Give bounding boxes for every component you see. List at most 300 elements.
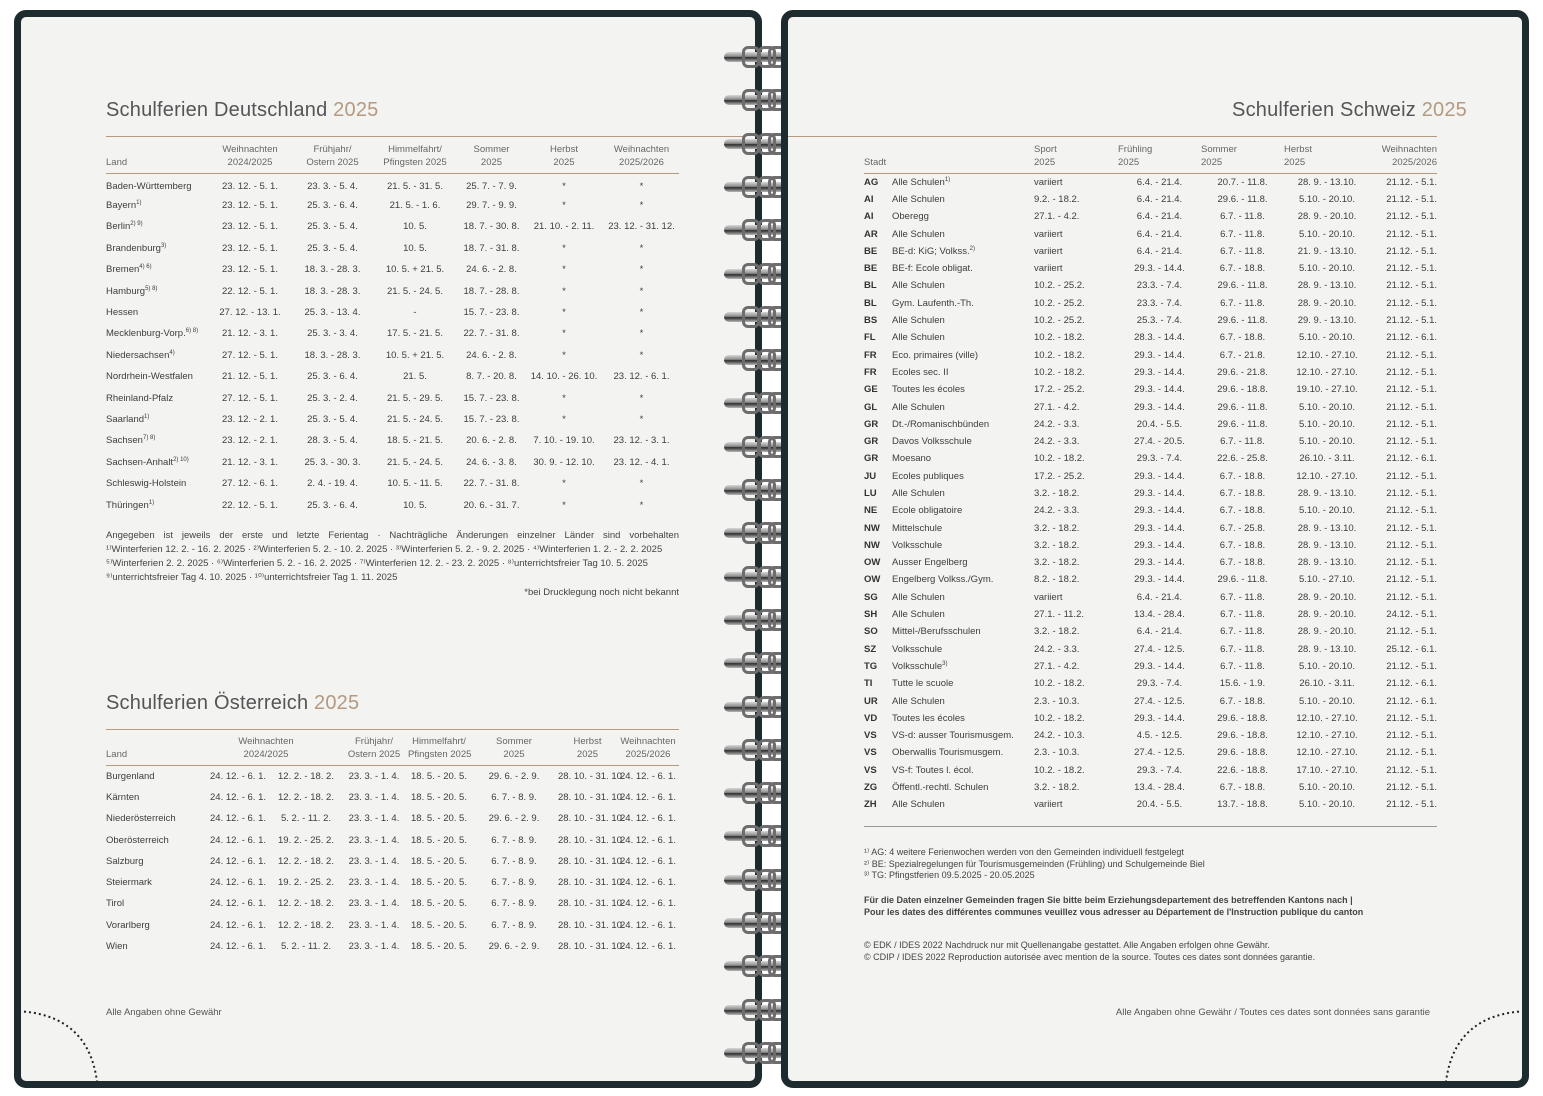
- switzerland-cell: 6.7. - 11.8.: [1220, 591, 1265, 603]
- austria-land: Wien: [106, 941, 128, 953]
- switzerland-col-header: Weihnachten 2025/2026: [1370, 143, 1437, 174]
- germany-notes: [106, 529, 679, 600]
- switzerland-canton-code: AI: [864, 193, 874, 205]
- switzerland-cell: 21.12. - 5.1.: [1386, 297, 1437, 309]
- germany-row: [106, 409, 679, 430]
- switzerland-canton-code: FR: [864, 366, 877, 378]
- germany-land-name: Nordrhein-Westfalen: [106, 371, 193, 383]
- switzerland-cell: 6.7. - 11.8.: [1220, 660, 1265, 672]
- switzerland-canton-code: SZ: [864, 643, 877, 655]
- switzerland-cell: 6.7. - 18.8.: [1219, 487, 1266, 499]
- switzerland-cell: 2.3. - 10.3.: [1034, 695, 1080, 707]
- germany-cell: 10. 5.: [403, 499, 427, 511]
- germany-row: [106, 280, 679, 301]
- switzerland-cell: 13.4. - 28.4.: [1134, 782, 1185, 794]
- switzerland-school-name: Alle Schulen: [892, 332, 945, 344]
- germany-cell: 27. 12. - 5. 1.: [222, 349, 278, 361]
- austria-cell: 24. 12. - 6. 1.: [210, 941, 266, 953]
- switzerland-canton-code: GR: [864, 436, 879, 448]
- austria-land: Salzburg: [106, 855, 144, 867]
- switzerland-cell: 3.2. - 18.2.: [1034, 626, 1080, 638]
- switzerland-canton-code: NE: [864, 505, 878, 517]
- switzerland-school: [892, 329, 1034, 346]
- switzerland-school-name: VS-d: ausser Tourismusgem.: [892, 730, 1014, 742]
- austria-cell: 18. 5. - 20. 5.: [411, 813, 467, 825]
- switzerland-title-year: 2025: [1421, 99, 1467, 121]
- switzerland-cell: 28. 9. - 20.10.: [1297, 626, 1357, 638]
- switzerland-cell: 20.7. - 11.8.: [1217, 176, 1268, 188]
- germany-cell: *: [639, 328, 644, 340]
- switzerland-school: [892, 208, 1034, 225]
- switzerland-cell: 3.2. - 18.2.: [1034, 539, 1080, 551]
- switzerland-cell: 27.1. - 11.2.: [1034, 609, 1084, 621]
- switzerland-cell: 29.3. - 7.4.: [1136, 453, 1183, 465]
- switzerland-cell: 28. 9. - 20.10.: [1297, 211, 1357, 223]
- switzerland-cell: 29.6. - 11.8.: [1217, 574, 1268, 586]
- switzerland-cell: 21.12. - 5.1.: [1386, 349, 1437, 361]
- switzerland-row: [864, 779, 1437, 796]
- switzerland-school: [892, 174, 1034, 191]
- switzerland-school-name: Davos Volksschule: [892, 436, 972, 448]
- germany-land-name: Saarland: [106, 413, 145, 425]
- switzerland-cell: 29.6. - 18.8.: [1217, 384, 1268, 396]
- switzerland-table-end-rule: [864, 826, 1437, 827]
- austria-col-header: Herbst 2025: [558, 735, 617, 766]
- switzerland-cell: 10.2. - 18.2.: [1034, 332, 1085, 344]
- germany-cell: 25. 3. - 13. 4.: [304, 307, 361, 319]
- switzerland-school-name: Volksschule: [892, 660, 943, 672]
- switzerland-cell: 6.7. - 11.8.: [1220, 626, 1265, 638]
- austria-col-header: Sommer 2025: [470, 735, 558, 766]
- germany-cell: 23. 12. - 5. 1.: [222, 200, 278, 212]
- switzerland-row: [864, 554, 1437, 571]
- switzerland-cell: 29.6. - 21.8.: [1217, 366, 1268, 378]
- switzerland-canton-code: VS: [864, 730, 877, 742]
- switzerland-row: [864, 174, 1437, 191]
- germany-cell: 21. 5. - 24. 5.: [387, 413, 443, 425]
- switzerland-cell: 13.4. - 28.4.: [1134, 609, 1185, 621]
- germany-cell: *: [562, 328, 566, 340]
- germany-cell: 23. 12. - 5. 1.: [222, 221, 278, 233]
- austria-cell: 23. 3. - 1. 4.: [348, 770, 400, 782]
- germany-land-name: Schleswig-Holstein: [106, 478, 187, 490]
- switzerland-cell: 4.5. - 12.5.: [1136, 730, 1183, 742]
- germany-header-row: [106, 143, 679, 174]
- germany-land: [106, 366, 206, 387]
- switzerland-canton-code: VS: [864, 747, 877, 759]
- switzerland-cell: 10.2. - 18.2.: [1034, 712, 1085, 724]
- germany-cell: *: [562, 392, 566, 404]
- austria-cell: 24. 12. - 6. 1.: [620, 770, 676, 782]
- switzerland-cell: 10.2. - 18.2.: [1034, 678, 1085, 690]
- switzerland-school-name: Mittelschule: [892, 522, 943, 534]
- switzerland-cell: 21.12. - 5.1.: [1386, 574, 1437, 586]
- germany-cell: 18. 7. - 28. 8.: [463, 285, 520, 297]
- germany-cell: 25. 3. - 6. 4.: [307, 371, 358, 383]
- germany-cell: 25. 3. - 6. 4.: [307, 200, 358, 212]
- right-page: [781, 10, 1529, 1088]
- switzerland-canton-code: TG: [864, 660, 878, 672]
- switzerland-footnote-1: ¹⁾ AG: 4 weitere Ferienwochen werden von den Gemeinden individuell festgelegt: [864, 847, 1184, 857]
- germany-cell: *: [639, 264, 644, 276]
- germany-land: [106, 195, 206, 216]
- switzerland-school: [892, 641, 1034, 658]
- switzerland-canton-code: BL: [864, 297, 877, 309]
- switzerland-cell: 21.12. - 5.1.: [1386, 263, 1437, 275]
- germany-land-footnote: 4) 6): [139, 264, 152, 271]
- switzerland-school: [892, 416, 1034, 433]
- germany-land: [106, 238, 206, 259]
- switzerland-cell: 21.12. - 5.1.: [1386, 401, 1437, 413]
- germany-land-name: Hamburg: [106, 285, 146, 297]
- switzerland-row: [864, 623, 1437, 640]
- switzerland-school: [892, 260, 1034, 277]
- switzerland-cell: 29.3. - 7.4.: [1136, 678, 1183, 690]
- switzerland-canton-code: FR: [864, 349, 877, 361]
- switzerland-cell: 24.2. - 3.3.: [1034, 643, 1080, 655]
- austria-col-header: Frühjahr/ Ostern 2025: [340, 735, 408, 766]
- germany-cell: 21. 5. - 24. 5.: [387, 285, 443, 297]
- switzerland-cell: 3.2. - 18.2.: [1034, 782, 1080, 794]
- switzerland-cell: 21.12. - 5.1.: [1386, 660, 1437, 672]
- austria-cell: 18. 5. - 20. 5.: [411, 791, 467, 803]
- switzerland-cell: 28. 9. - 13.10.: [1297, 539, 1357, 551]
- germany-land-footnote: 4): [169, 349, 175, 356]
- right-footer: Alle Angaben ohne Gewähr / Toutes ces dates sont données sans garantie: [1115, 1007, 1430, 1018]
- switzerland-school: [892, 381, 1034, 398]
- switzerland-school-name: Alle Schulen: [892, 609, 945, 621]
- germany-land-name: Baden-Württemberg: [106, 180, 192, 192]
- germany-cell: 23. 12. - 4. 1.: [613, 456, 670, 468]
- switzerland-title: [1232, 99, 1467, 122]
- austria-land: Niederösterreich: [106, 813, 176, 825]
- germany-cell: 21. 5. - 29. 5.: [387, 392, 443, 404]
- switzerland-school: [892, 243, 1034, 260]
- germany-cell: 28. 3. - 5. 4.: [307, 435, 358, 447]
- germany-cell: 22. 7. - 31. 8.: [463, 478, 520, 490]
- switzerland-school-name: Alle Schulen: [892, 228, 945, 240]
- switzerland-school-footnote: 1): [944, 176, 951, 183]
- switzerland-school: [892, 744, 1034, 761]
- switzerland-cell: 6.7. - 11.8.: [1220, 228, 1265, 240]
- austria-cell: 18. 5. - 20. 5.: [411, 919, 467, 931]
- austria-cell: 6. 7. - 8. 9.: [491, 877, 537, 889]
- germany-cell: 23. 12. - 6. 1.: [613, 371, 670, 383]
- austria-title-rule: [106, 729, 679, 730]
- austria-col-header: Land: [106, 735, 192, 766]
- austria-cell: 24. 12. - 6. 1.: [620, 898, 676, 910]
- switzerland-school: [892, 623, 1034, 640]
- switzerland-cell: 6.7. - 11.8.: [1220, 211, 1265, 223]
- switzerland-cell: 21.12. - 5.1.: [1386, 228, 1437, 240]
- switzerland-row: [864, 658, 1437, 675]
- switzerland-cell: 27.4. - 12.5.: [1134, 747, 1185, 759]
- switzerland-school-name: Gym. Laufenth.-Th.: [892, 297, 974, 309]
- switzerland-school: [892, 364, 1034, 381]
- austria-table: [106, 735, 679, 957]
- germany-cell: 21. 12. - 3. 1.: [222, 328, 278, 340]
- switzerland-cell: 21.12. - 5.1.: [1386, 315, 1437, 327]
- germany-land: [106, 452, 206, 473]
- switzerland-school: [892, 468, 1034, 485]
- germany-col-header: Land: [106, 143, 206, 174]
- switzerland-cell: 15.6. - 1.9.: [1219, 678, 1266, 690]
- germany-cell: 10. 5.: [403, 221, 427, 233]
- switzerland-cell: 17.2. - 25.2.: [1034, 470, 1085, 482]
- switzerland-cell: 6.4. - 21.4.: [1136, 626, 1183, 638]
- austria-col-header: Himmelfahrt/ Pfingsten 2025: [408, 735, 470, 766]
- switzerland-canton-code: AG: [864, 176, 879, 188]
- switzerland-cell: 29.3. - 14.4.: [1134, 401, 1185, 413]
- switzerland-cell: 20.4. - 5.5.: [1136, 799, 1183, 811]
- switzerland-cell: 5.10. - 20.10.: [1299, 332, 1355, 344]
- switzerland-cell: 28. 9. - 13.10.: [1297, 557, 1357, 569]
- germany-cell: 15. 7. - 23. 8.: [463, 392, 520, 404]
- switzerland-table: [864, 143, 1437, 813]
- germany-cell: 18. 7. - 31. 8.: [463, 242, 520, 254]
- switzerland-school-name: Alle Schulen: [892, 591, 945, 603]
- switzerland-row: [864, 502, 1437, 519]
- germany-cell: 24. 6. - 2. 8.: [466, 349, 517, 361]
- austria-row: [106, 872, 679, 893]
- austria-title: [106, 692, 359, 715]
- switzerland-cell: 29.3. - 14.4.: [1134, 263, 1185, 275]
- switzerland-school-name: Alle Schulen: [892, 280, 945, 292]
- germany-land-footnote: 3): [160, 242, 167, 249]
- switzerland-cell: 21.12. - 5.1.: [1386, 193, 1437, 205]
- germany-title-text: Schulferien Deutschland: [106, 99, 328, 121]
- germany-cell: 25. 7. - 7. 9.: [466, 180, 517, 192]
- germany-land-name: Mecklenburg-Vorp.: [106, 328, 186, 340]
- switzerland-cell: 5.10. - 20.10.: [1299, 660, 1355, 672]
- switzerland-row: [864, 208, 1437, 225]
- germany-cell: 17. 5. - 21. 5.: [387, 328, 443, 340]
- germany-land: [106, 259, 206, 280]
- germany-row: [106, 259, 679, 280]
- austria-cell: 6. 7. - 8. 9.: [491, 919, 537, 931]
- switzerland-canton-code: GL: [864, 401, 878, 413]
- austria-cell: 18. 5. - 20. 5.: [411, 877, 467, 889]
- switzerland-row: [864, 329, 1437, 346]
- switzerland-cell: 29.6. - 11.8.: [1217, 280, 1268, 292]
- switzerland-cell: 21.12. - 5.1.: [1386, 418, 1437, 430]
- switzerland-cell: 22.6. - 25.8.: [1217, 453, 1268, 465]
- switzerland-cell: 29.3. - 14.4.: [1134, 539, 1185, 551]
- switzerland-canton-code: TI: [864, 678, 873, 690]
- switzerland-cell: 21.12. - 5.1.: [1386, 522, 1437, 534]
- austria-land: Burgenland: [106, 770, 155, 782]
- switzerland-canton-code: NW: [864, 539, 880, 551]
- germany-cell: 27. 12. - 6. 1.: [222, 478, 278, 490]
- germany-col-header: Himmelfahrt/ Pfingsten 2025: [371, 143, 459, 174]
- austria-col-header: Weihnachten 2024/2025: [192, 735, 340, 766]
- switzerland-row: [864, 537, 1437, 554]
- switzerland-cell: 29.6. - 18.8.: [1217, 712, 1268, 724]
- switzerland-school-name: Tutte le scuole: [892, 678, 954, 690]
- switzerland-school-name: Ecole obligatoire: [892, 505, 963, 517]
- switzerland-row: [864, 277, 1437, 294]
- germany-land-footnote: 5) 8): [145, 285, 158, 292]
- switzerland-cell: 24.12. - 5.1.: [1386, 609, 1437, 621]
- germany-cell: *: [639, 242, 644, 254]
- switzerland-cell: 29.3. - 14.4.: [1134, 505, 1185, 517]
- germany-land-name: Sachsen: [106, 435, 143, 447]
- switzerland-cell: 6.4. - 21.4.: [1136, 211, 1183, 223]
- switzerland-school: [892, 589, 1034, 606]
- germany-footnote-3: ⁹⁾unterrichtsfreier Tag 4. 10. 2025 · ¹⁰⁾unterrichtsfreier Tag 1. 11. 2025: [106, 572, 398, 583]
- germany-table: [106, 143, 679, 516]
- austria-title-text: Schulferien Österreich: [106, 692, 309, 714]
- switzerland-cell: 6.7. - 18.8.: [1219, 695, 1266, 707]
- switzerland-row: [864, 416, 1437, 433]
- germany-row: [106, 216, 679, 237]
- switzerland-school: [892, 485, 1034, 502]
- switzerland-row: [864, 381, 1437, 398]
- switzerland-cell: 21.12. - 5.1.: [1386, 366, 1437, 378]
- switzerland-col-header: Herbst 2025: [1284, 143, 1370, 174]
- switzerland-cell: 6.7. - 18.8.: [1219, 782, 1266, 794]
- switzerland-cell: 23.3. - 7.4.: [1136, 280, 1183, 292]
- germany-col-header: Herbst 2025: [524, 143, 604, 174]
- germany-cell: -: [413, 307, 417, 319]
- germany-cell: 18. 7. - 30. 8.: [463, 221, 520, 233]
- germany-cell: 27. 12. - 13. 1.: [219, 307, 281, 319]
- switzerland-cell: 12.10. - 27.10.: [1296, 349, 1358, 361]
- switzerland-cell: variiert: [1034, 799, 1063, 811]
- switzerland-cell: 6.4. - 21.4.: [1136, 193, 1183, 205]
- switzerland-canton-code: GE: [864, 384, 878, 396]
- switzerland-canton-code: ZG: [864, 782, 878, 794]
- austria-cell: 5. 2. - 11. 2.: [281, 813, 331, 825]
- switzerland-row: [864, 260, 1437, 277]
- germany-cell: *: [562, 478, 566, 490]
- switzerland-cell: 27.4. - 12.5.: [1134, 643, 1185, 655]
- austria-row: [106, 936, 679, 957]
- germany-title: [106, 99, 378, 122]
- austria-cell: 28. 10. - 31. 10.: [558, 877, 625, 889]
- austria-cell: 24. 12. - 6. 1.: [210, 813, 266, 825]
- germany-cell: 21. 5.: [403, 371, 427, 383]
- switzerland-row: [864, 433, 1437, 450]
- austria-cell: 24. 12. - 6. 1.: [210, 898, 266, 910]
- austria-cell: 28. 10. - 31. 10.: [558, 813, 625, 825]
- switzerland-school: [892, 433, 1034, 450]
- switzerland-row: [864, 692, 1437, 709]
- austria-cell: 12. 2. - 18. 2.: [278, 919, 334, 931]
- switzerland-cell: 29.3. - 14.4.: [1134, 487, 1185, 499]
- switzerland-cell: 5.10. - 20.10.: [1299, 436, 1355, 448]
- switzerland-canton-code: SG: [864, 591, 878, 603]
- germany-cell: 25. 3. - 5. 4.: [307, 221, 358, 233]
- switzerland-cell: 21.12. - 6.1.: [1386, 678, 1437, 690]
- switzerland-school-name: Oberegg: [892, 211, 929, 223]
- switzerland-cell: 6.7. - 11.8.: [1220, 245, 1265, 257]
- switzerland-cell: 29.3. - 14.4.: [1134, 660, 1185, 672]
- switzerland-canton-code: JU: [864, 470, 877, 482]
- germany-land: [106, 345, 206, 366]
- switzerland-row: [864, 295, 1437, 312]
- switzerland-cell: 6.7. - 18.8.: [1219, 557, 1266, 569]
- switzerland-cell: variiert: [1034, 228, 1063, 240]
- germany-cell: *: [639, 200, 644, 212]
- switzerland-canton-code: AR: [864, 228, 878, 240]
- switzerland-cell: 28. 9. - 20.10.: [1297, 609, 1357, 621]
- germany-cell: *: [562, 349, 566, 361]
- germany-land-footnote: 7) 8): [142, 435, 156, 442]
- switzerland-cell: 6.4. - 21.4.: [1136, 245, 1183, 257]
- switzerland-school-name: Toutes les écoles: [892, 712, 965, 724]
- germany-land-name: Niedersachsen: [106, 349, 170, 361]
- switzerland-row: [864, 762, 1437, 779]
- switzerland-row: [864, 796, 1437, 813]
- switzerland-school-footnote: 3): [942, 660, 948, 667]
- switzerland-canton-code: OW: [864, 557, 881, 569]
- germany-cell: *: [562, 413, 566, 425]
- austria-cell: 24. 12. - 6. 1.: [620, 941, 676, 953]
- germany-cell: 10. 5.: [403, 242, 427, 254]
- switzerland-row: [864, 606, 1437, 623]
- switzerland-cell: 8.2. - 18.2.: [1034, 574, 1080, 586]
- switzerland-cell: 10.2. - 18.2.: [1034, 764, 1085, 776]
- switzerland-school: [892, 312, 1034, 329]
- switzerland-cell: variiert: [1034, 591, 1063, 603]
- germany-land-footnote: 1): [144, 413, 150, 420]
- switzerland-school: [892, 762, 1034, 779]
- switzerland-school-name: Ecoles sec. II: [892, 366, 949, 378]
- germany-land-footnote: 2) 10): [173, 456, 189, 463]
- switzerland-school-name: Dt.-/Romanischbünden: [892, 418, 990, 430]
- switzerland-school: [892, 658, 1034, 675]
- switzerland-cell: 6.7. - 11.8.: [1220, 609, 1265, 621]
- switzerland-row: [864, 398, 1437, 415]
- switzerland-cell: 28. 9. - 13.10.: [1297, 643, 1357, 655]
- germany-cell: 23. 12. - 5. 1.: [222, 180, 278, 192]
- germany-cell: *: [562, 499, 566, 511]
- germany-cell: 25. 3. - 30. 3.: [304, 456, 361, 468]
- switzerland-cell: 6.7. - 11.8.: [1220, 436, 1265, 448]
- germany-cell: 14. 10. - 26. 10.: [530, 371, 598, 383]
- switzerland-cell: 21.12. - 5.1.: [1386, 245, 1437, 257]
- germany-row: [106, 430, 679, 451]
- switzerland-row: [864, 519, 1437, 536]
- switzerland-cell: 17.2. - 25.2.: [1034, 384, 1085, 396]
- switzerland-info: [864, 894, 1464, 918]
- right-corner-dots: [1429, 1009, 1529, 1088]
- switzerland-school-name: Alle Schulen: [892, 193, 945, 205]
- switzerland-cell: 21.12. - 5.1.: [1386, 764, 1437, 776]
- austria-cell: 18. 5. - 20. 5.: [411, 834, 467, 846]
- germany-cell: *: [562, 307, 566, 319]
- germany-row: [106, 494, 679, 515]
- germany-cell: 22. 12. - 5. 1.: [222, 499, 278, 511]
- switzerland-cell: 10.2. - 25.2.: [1034, 297, 1085, 309]
- switzerland-canton-code: ZH: [864, 799, 877, 811]
- switzerland-cell: 28. 9. - 13.10.: [1297, 522, 1357, 534]
- austria-cell: 19. 2. - 25. 2.: [278, 834, 334, 846]
- switzerland-canton-code: BL: [864, 280, 877, 292]
- germany-cell: 23. 12. - 5. 1.: [222, 242, 278, 254]
- germany-print-note: *bei Drucklegung noch nicht bekannt: [524, 587, 679, 598]
- germany-land-name: Sachsen-Anhalt: [106, 456, 174, 468]
- germany-col-header: Sommer 2025: [459, 143, 524, 174]
- switzerland-cell: 21.12. - 6.1.: [1386, 332, 1437, 344]
- switzerland-cell: 27.1. - 4.2.: [1034, 401, 1080, 413]
- switzerland-school: [892, 277, 1034, 294]
- austria-cell: 19. 2. - 25. 2.: [278, 877, 334, 889]
- switzerland-school: [892, 796, 1034, 813]
- germany-cell: 24. 6. - 3. 8.: [466, 456, 517, 468]
- switzerland-cell: 21.12. - 5.1.: [1386, 591, 1437, 603]
